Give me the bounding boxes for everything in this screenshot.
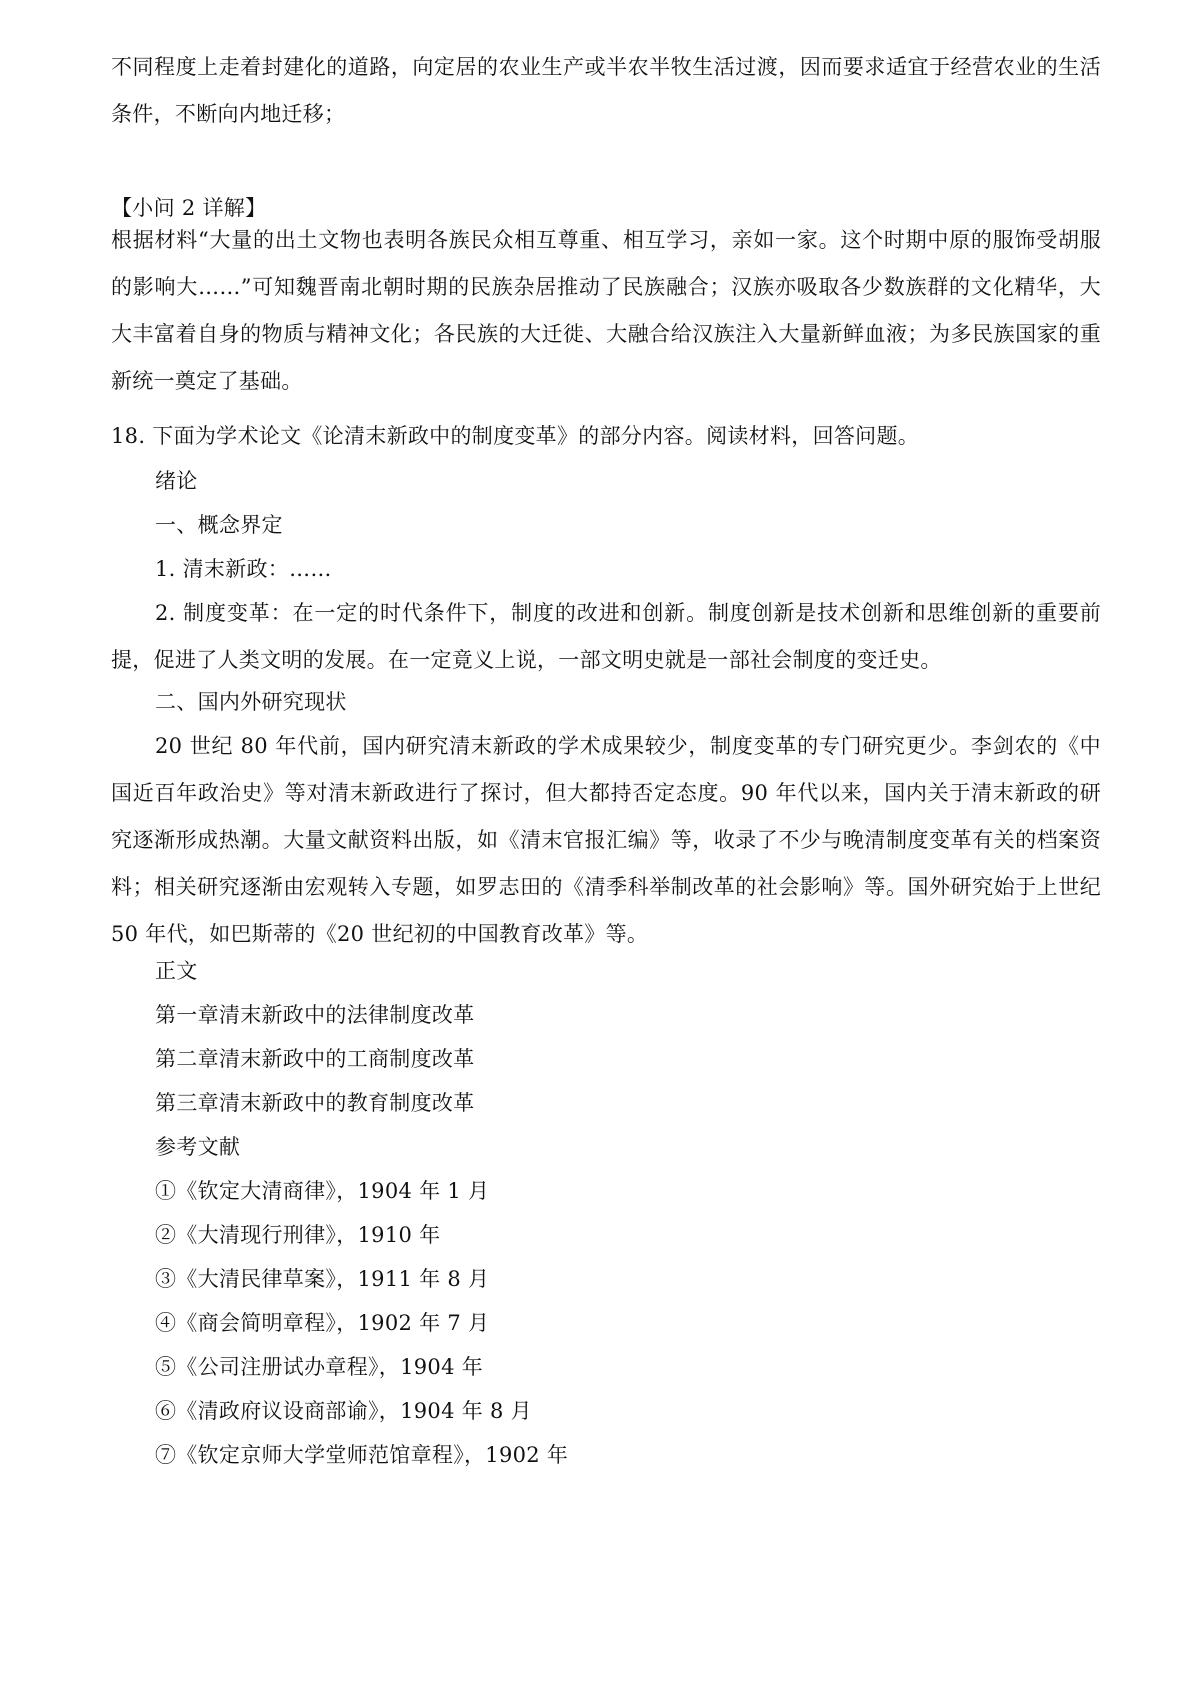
references-heading: 参考文献 — [155, 1135, 241, 1159]
reference-item-6: ⑥《清政府议设商部谕》，1904 年 8 月 — [155, 1399, 532, 1423]
question-18-stem: 18. 下面为学术论文《论清末新政中的制度变革》的部分内容。阅读材料，回答问题。 — [111, 424, 920, 448]
reference-item-3: ③《大清民律草案》，1911 年 8 月 — [155, 1267, 490, 1291]
chapter-2: 第二章清末新政中的工商制度改革 — [155, 1047, 475, 1071]
reference-item-5: ⑤《公司注册试办章程》，1904 年 — [155, 1355, 484, 1379]
answer-paragraph-1: 不同程度上走着封建化的道路，向定居的农业生产或半农半牧生活过渡，因而要求适宜于经营农业的生活条件，不断向内地迁移； — [111, 55, 1101, 126]
answer-paragraph-2: 根据材料“大量的出土文物也表明各族民众相互尊重、相互学习，亲如一家。这个时期中原的服饰受胡服的影响大……”可知魏晋南北朝时期的民族杂居推动了民族融合；汉族亦吸取各少数族群的文化精华，大大丰富着自身的物质与精神文化；各民族的大迁徙、大融合给汉族注入大量新鲜血液；为多民族国家的重新统一奠定了基础。 — [111, 228, 1101, 393]
concept-item-1: 1. 清末新政：…… — [155, 557, 332, 581]
research-status-paragraph: 20 世纪 80 年代前，国内研究清末新政的学术成果较少，制度变革的专门研究更少。李剑农的《中国近百年政治史》等对清末新政进行了探讨，但大都持否定态度。90 年代以来，国内关于清末新政的研究逐渐形成热潮。大量文献资料出版，如《清末官报汇编》等，收录了不少与晚清制度变革有关的档案资料；相关研究逐渐由宏观转入专题，如罗志田的《清季科举制改革的社会影响》等。国外研究始于上世纪 50 年代，如巴斯蒂的《20 世纪初的中国教育改革》等。 — [111, 734, 1101, 946]
reference-item-7: ⑦《钦定京师大学堂师范馆章程》，1902 年 — [155, 1443, 569, 1467]
reference-item-2: ②《大清现行刑律》，1910 年 — [155, 1223, 441, 1247]
chapter-3: 第三章清末新政中的教育制度改革 — [155, 1091, 475, 1115]
intro-heading: 绪论 — [155, 469, 198, 493]
reference-item-1: ①《钦定大清商律》，1904 年 1 月 — [155, 1179, 490, 1203]
concept-item-2: 2. 制度变革：在一定的时代条件下，制度的改进和创新。制度创新是技术创新和思维创新的重要前提，促进了人类文明的发展。在一定竟义上说，一部文明史就是一部社会制度的变迁史。 — [111, 601, 1101, 672]
sub-question-2-heading: 【小问 2 详解】 — [111, 196, 267, 220]
body-heading: 正文 — [155, 959, 198, 983]
section-1-heading: 一、概念界定 — [155, 513, 283, 537]
section-2-heading: 二、国内外研究现状 — [155, 690, 347, 714]
reference-item-4: ④《商会简明章程》，1902 年 7 月 — [155, 1311, 490, 1335]
chapter-1: 第一章清末新政中的法律制度改革 — [155, 1003, 475, 1027]
